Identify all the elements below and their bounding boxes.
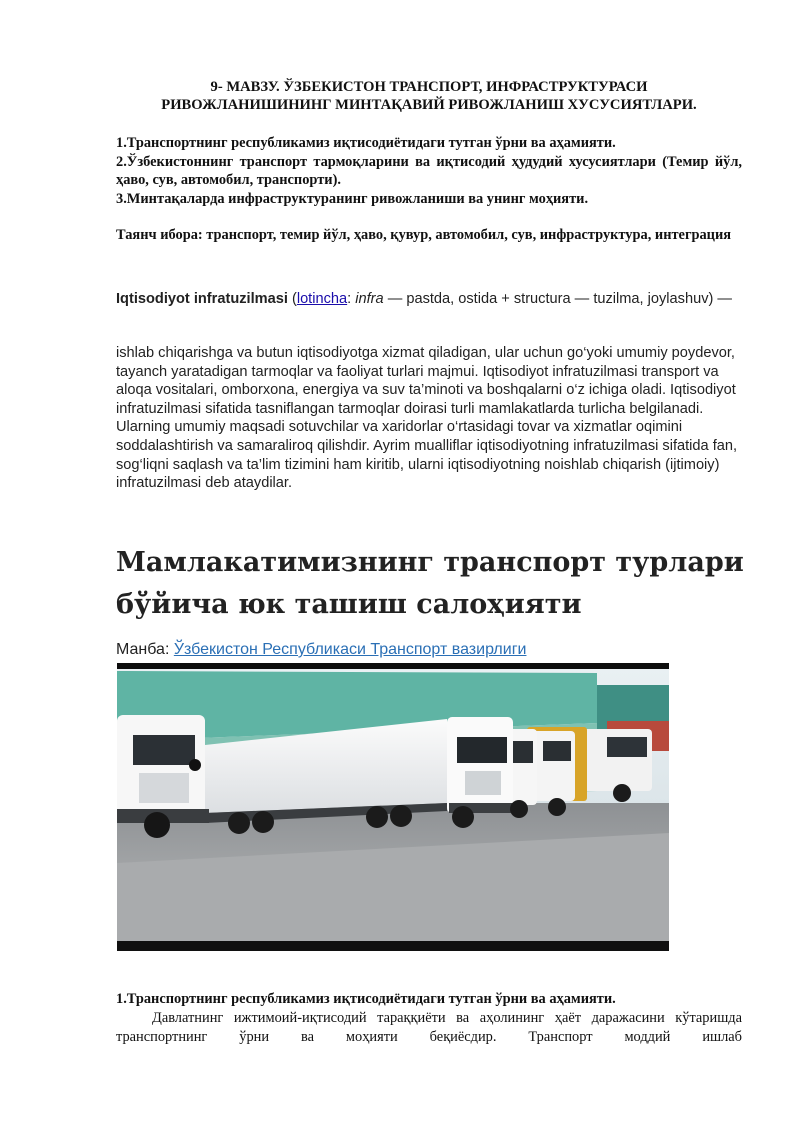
trucks-photo xyxy=(117,663,669,951)
definition-term: Iqtisodiyot infratuzilmasi xyxy=(116,291,288,307)
source-label: Манба: xyxy=(116,641,174,658)
lotincha-link[interactable]: lotincha xyxy=(296,291,348,307)
section-heading-line-1: Мамлакатимизнинг транспорт турлари xyxy=(116,547,744,578)
definition-body xyxy=(116,344,742,493)
trucks-photo-illustration xyxy=(117,663,669,951)
outline-item-3: 3.Минтақаларда инфраструктуранинг ривожланиши ва унинг моҳияти. xyxy=(116,190,589,207)
topic-title-line-1: 9- МАВЗУ. ЎЗБЕКИСТОН ТРАНСПОРТ, ИНФРАСТРУКТУРАСИ xyxy=(210,79,648,95)
colon: : xyxy=(347,291,356,307)
topic-outline xyxy=(116,134,742,208)
outline-item-2: 2.Ўзбекистоннинг транспорт тармоқларини ва иқтисодий ҳудудий хусусиятлари (Темир йўл, ҳаво, сув, автомобил, транспорти). xyxy=(116,153,742,188)
section-1-heading: 1.Транспортнинг республикамиз иқтисодиётидаги тутган ўрни ва аҳамияти. xyxy=(116,991,616,1007)
definition-paragraph: ishlab chiqarishga va butun iqtisodiyotga xizmat qiladigan, ular uchun go‘yoki umumiy poydevor, tayanch yaratadigan tarmoqlar va faoliyat turlari majmui. Iqtisodiyot infratuzilmasi transport va aloqa vositalari, omborxona, energiya va suv ta’minoti va boshqalarni o‘z ichiga oladi. Iqtisodiyot infratuzilmasi sifatida tasniflangan tarmoqlar doirasi turli mamlakatlarda turlicha belgilanadi. Ularning umumiy maqsadi sotuvchilar va xaridorlar o‘rtasidagi tovar va xizmatlar oqimini soddalashtirish va samaraliroq qilishdir. Ayrim mualliflar iqtisodiyotning infratuzilmasi sifatida fan, sog‘liqni saqlash va ta’lim tizimini ham kiritib, ularni iqtisodiyotning noishlab chiqarish (ijtimoiy) infratuzilmasi deb ataydilar. xyxy=(116,345,738,492)
topic-title xyxy=(116,78,742,114)
open-paren: ( xyxy=(287,291,297,307)
key-terms xyxy=(116,226,742,245)
infra-word: infra xyxy=(355,291,384,307)
outline-item-1: 1.Транспортнинг республикамиз иқтисодиётидаги тутган ўрни ва аҳамияти. xyxy=(116,135,616,151)
definition-lead xyxy=(116,290,736,309)
source-link[interactable]: Ўзбекистон Республикаси Транспорт вазирлиги xyxy=(173,641,527,658)
key-terms-text: Таянч ибора: транспорт, темир йўл, ҳаво, қувур, автомобил, сув, инфраструктура, интеграция xyxy=(116,227,732,243)
topic-title-line-2: РИВОЖЛАНИШИНИНГ МИНТАҚАВИЙ РИВОЖЛАНИШ ХУСУСИЯТЛАРИ. xyxy=(161,97,697,113)
etymology-text: — pastda, ostida + structura — tuzilma, joylashuv) — xyxy=(383,291,733,307)
section-heading-line-2: бўйича юк ташиш салоҳияти xyxy=(116,589,582,620)
section-heading xyxy=(116,542,756,626)
section-1 xyxy=(116,990,742,1047)
source-line xyxy=(116,640,736,660)
section-1-paragraph: Давлатнинг ижтимоий-иқтисодий тараққиёти ва аҳолининг ҳаёт даражасини кўтаришда транспортнинг ўрни ва моҳияти беқиёсдир. Транспорт моддий ишлаб xyxy=(116,1010,742,1045)
